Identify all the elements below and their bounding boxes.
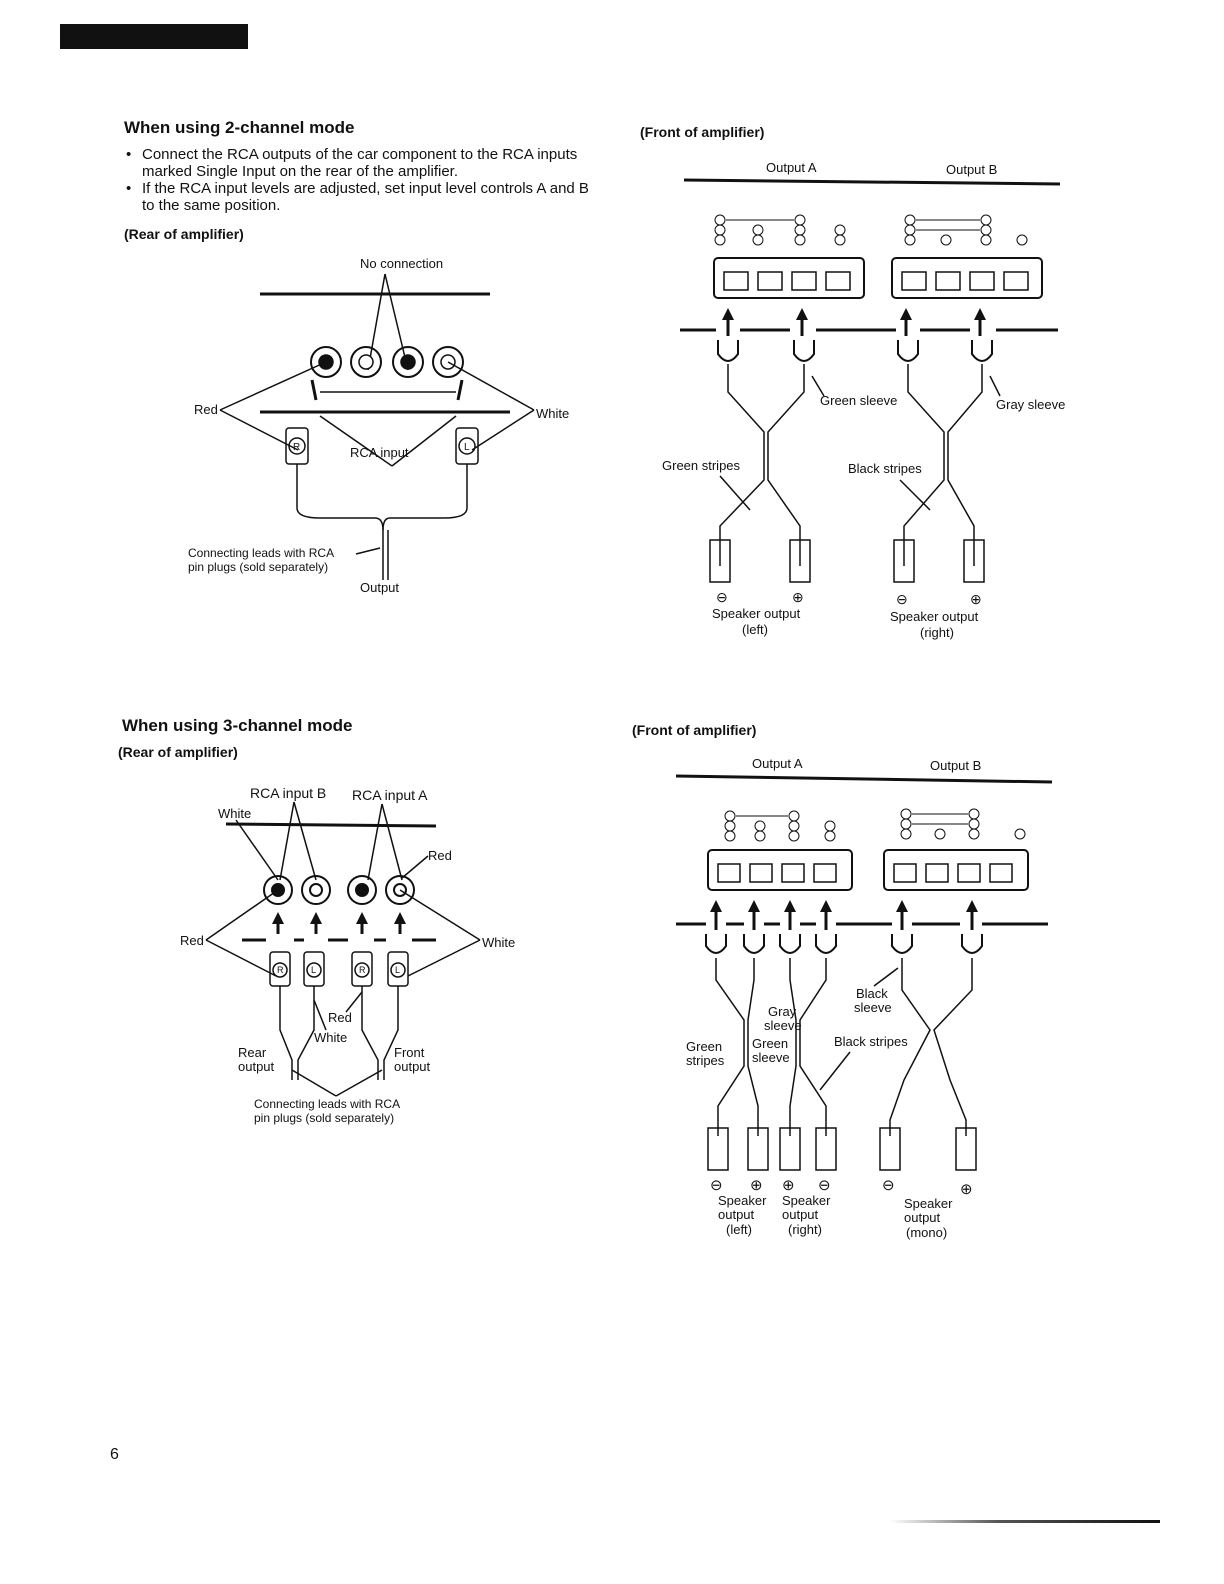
label-green-sleeve-3ch: sleeve [752,1050,790,1065]
svg-text:⊖: ⊖ [882,1177,895,1194]
label-left-3ch: (left) [726,1222,752,1237]
terminal-block-b-3ch [884,850,1028,890]
label-green: Green [686,1039,723,1054]
front-diagram-2ch [640,150,1080,650]
svg-text:⊕: ⊕ [792,589,804,605]
label-speaker-left: Speaker [718,1193,767,1208]
svg-text:R: R [293,442,301,453]
label-output-left: output [718,1207,755,1222]
terminal-block-b [892,258,1042,298]
svg-text:L: L [311,965,317,975]
label-speaker-output-left: Speaker output [712,606,801,621]
label-gray-sleeve: Gray sleeve [996,397,1066,412]
label-green-2: Green [752,1036,789,1051]
label-green-stripes-3ch: stripes [686,1053,725,1068]
header-bar [60,24,248,49]
svg-text:⊕: ⊕ [782,1177,795,1194]
svg-text:⊖: ⊖ [716,589,728,605]
label-rca-input-a: RCA input A [352,787,428,803]
label-rear: Rear [238,1045,267,1060]
section-title-2ch: When using 2-channel mode [124,118,355,137]
label-gray-sleeve-3ch: sleeve [764,1018,802,1033]
svg-text:⊕: ⊕ [750,1177,763,1194]
svg-text:L: L [395,965,401,975]
label-output: Output [360,580,400,595]
label-mono: (mono) [906,1225,948,1240]
label-output-a: Output A [766,160,817,175]
label-rca-input: RCA input [350,445,409,460]
label-leads-3ch-2: pin plugs (sold separately) [254,1111,395,1125]
rca-jack-a-r [393,347,423,377]
rca-plug-r [286,428,308,508]
label-black-stripes: Black stripes [848,461,922,476]
label-white-right: White [482,935,516,950]
label-black-stripes-3ch: Black stripes [834,1034,908,1049]
label-speaker-mono: Speaker [904,1196,953,1211]
label-output-b-3ch: Output B [930,758,982,773]
label-red-mid: Red [328,1010,352,1025]
rear-caption-3ch: (Rear of amplifier) [118,744,238,760]
label-right: (right) [920,625,954,640]
svg-text:R: R [277,965,284,975]
label-output-a-3ch: Output A [752,756,803,771]
svg-text:R: R [359,965,366,975]
rear-diagram-2ch [180,250,600,610]
terminal-block-a-3ch [708,850,852,890]
label-leads-3ch-1: Connecting leads with RCA [254,1097,401,1111]
rear-caption-2ch: (Rear of amplifier) [124,226,244,242]
rear-diagram-3ch [176,780,536,1130]
terminal-markings-a [715,215,845,245]
label-front-output: output [394,1059,431,1074]
label-output-right: output [782,1207,819,1222]
terminal-markings-b [905,215,1027,245]
label-red: Red [194,402,218,417]
svg-text:⊕: ⊕ [960,1181,973,1198]
label-gray: Gray [768,1004,797,1019]
instruction-1: • Connect the RCA outputs of the car component to the RCA inputs marked Single Input on the rear of the amplifier. [124,146,604,180]
label-black-sleeve: sleeve [854,1000,892,1015]
label-rca-input-b: RCA input B [250,785,327,801]
rca-jack-b-l [351,347,381,377]
label-left: (left) [742,622,768,637]
label-green-stripes: Green stripes [662,458,741,473]
instruction-2: • If the RCA input levels are adjusted, set input level controls A and B to the same position. [124,180,604,214]
rca-plug-l [456,428,478,508]
front-caption-3ch: (Front of amplifier) [632,722,757,738]
svg-text:⊖: ⊖ [818,1177,831,1194]
label-rear-output: output [238,1059,275,1074]
label-speaker-right: Speaker [782,1193,831,1208]
label-no-connection: No connection [360,256,444,271]
label-red-top: Red [428,848,452,863]
label-right-3ch: (right) [788,1222,822,1237]
label-leads-1: Connecting leads with RCA [188,546,335,560]
svg-text:⊖: ⊖ [896,591,908,607]
page-number: 6 [110,1446,119,1463]
front-caption-2ch: (Front of amplifier) [640,124,765,140]
label-white-top: White [218,806,252,821]
svg-text:⊕: ⊕ [970,591,982,607]
label-front: Front [394,1045,425,1060]
instructions-2ch [124,146,604,214]
svg-text:⊖: ⊖ [710,1177,723,1194]
section-title-3ch: When using 3-channel mode [122,716,353,735]
svg-text:L: L [464,442,470,453]
label-black: Black [856,986,888,1001]
label-leads-2: pin plugs (sold separately) [188,560,329,574]
label-output-mono: output [904,1210,941,1225]
label-white: White [536,406,570,421]
footer-rule [890,1520,1160,1523]
label-red-left: Red [180,933,204,948]
terminal-block-a [714,258,864,298]
label-white-mid: White [314,1030,348,1045]
label-green-sleeve: Green sleeve [820,393,898,408]
rca-jacks-3ch [264,876,414,904]
front-diagram-3ch [640,750,1060,1250]
label-output-b: Output B [946,162,998,177]
label-speaker-output-right: Speaker output [890,609,979,624]
